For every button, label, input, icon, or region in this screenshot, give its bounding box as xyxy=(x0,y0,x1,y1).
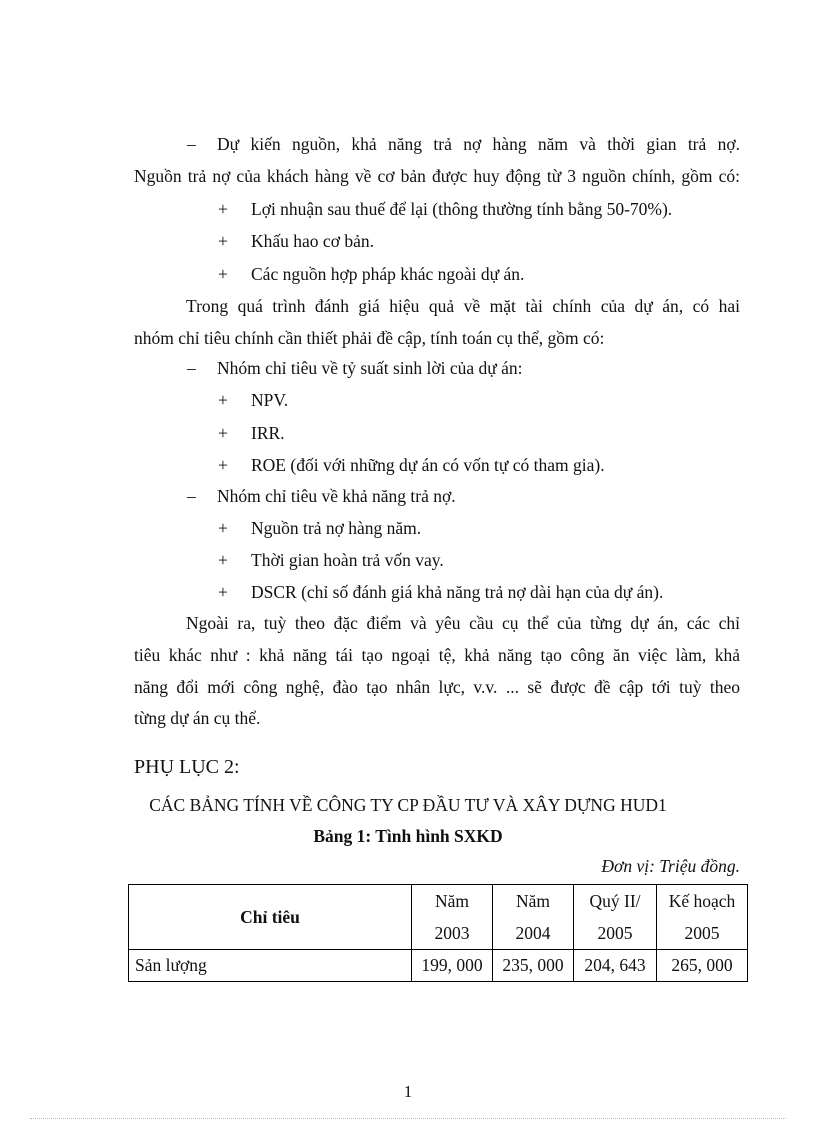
table-title: Bảng 1: Tình hình SXKD xyxy=(313,826,503,846)
row-label: Sản lượng xyxy=(129,950,412,982)
header-line: Năm xyxy=(434,891,470,911)
list-item: Khấu hao cơ bản. xyxy=(251,231,374,251)
cell-value: 199, 000 xyxy=(412,950,493,982)
unit-label: Đơn vị: Triệu đồng. xyxy=(601,856,740,876)
paragraph-line: Ngoài ra, tuỳ theo đặc điểm và yêu cầu cụ thể của từng dự án, các chỉ xyxy=(186,613,740,633)
page-number: 1 xyxy=(403,1082,413,1101)
cell-value: 265, 000 xyxy=(657,950,748,982)
cell-value: 204, 643 xyxy=(574,950,657,982)
bullet-dash: – xyxy=(187,134,196,154)
header-col-q2-2005 xyxy=(574,885,657,950)
list-item: ROE (đối với những dự án có vốn tự có tham gia). xyxy=(251,455,605,475)
appendix-subtitle: CÁC BẢNG TÍNH VỀ CÔNG TY CP ĐẦU TƯ VÀ XÂY DỰNG HUD1 xyxy=(149,795,667,815)
list-item: Lợi nhuận sau thuế để lại (thông thường tính bằng 50-70%). xyxy=(251,199,673,219)
table-header-row xyxy=(129,885,748,950)
bullet-plus: + xyxy=(218,390,228,410)
footer-divider xyxy=(30,1118,786,1119)
paragraph-line: Dự kiến nguồn, khả năng trả nợ hàng năm và thời gian trả nợ. xyxy=(217,134,740,154)
list-item: DSCR (chỉ số đánh giá khả năng trả nợ dài hạn của dự án). xyxy=(251,582,664,602)
production-table xyxy=(128,884,748,982)
header-line: 2005 xyxy=(684,923,720,943)
bullet-plus: + xyxy=(218,423,228,443)
bullet-dash: – xyxy=(187,358,196,378)
paragraph-line: tiêu khác như : khả năng tái tạo ngoại tệ, khả năng tạo công ăn việc làm, khả xyxy=(134,645,740,665)
bullet-plus: + xyxy=(218,264,228,284)
bullet-plus: + xyxy=(218,199,228,219)
table-row xyxy=(129,950,748,982)
group-title: Nhóm chỉ tiêu về tỷ suất sinh lời của dự án: xyxy=(217,358,523,378)
appendix-heading: PHỤ LỤC 2: xyxy=(134,756,240,778)
paragraph-line: Nguồn trả nợ của khách hàng về cơ bản được huy động từ 3 nguồn chính, gồm có: xyxy=(134,166,740,186)
bullet-plus: + xyxy=(218,455,228,475)
header-col-2004 xyxy=(493,885,574,950)
header-line: Quý II/ xyxy=(589,891,641,911)
header-col-2003 xyxy=(412,885,493,950)
group-title: Nhóm chỉ tiêu về khả năng trả nợ. xyxy=(217,486,456,506)
paragraph-line: năng đổi mới công nghệ, đào tạo nhân lực, v.v. ... sẽ được đề cập tới tuỳ theo xyxy=(134,677,740,697)
bullet-plus: + xyxy=(218,231,228,251)
paragraph-line: Trong quá trình đánh giá hiệu quả về mặt tài chính của dự án, có hai xyxy=(186,296,740,316)
header-line: 2003 xyxy=(434,923,470,943)
paragraph-line: từng dự án cụ thể. xyxy=(134,708,261,728)
bullet-dash: – xyxy=(187,486,196,506)
header-line: 2005 xyxy=(597,923,633,943)
header-chi-tieu: Chỉ tiêu xyxy=(129,885,412,950)
list-item: IRR. xyxy=(251,423,285,443)
paragraph-line: nhóm chỉ tiêu chính cần thiết phải đề cập, tính toán cụ thể, gồm có: xyxy=(134,328,605,348)
bullet-plus: + xyxy=(218,550,228,570)
bullet-plus: + xyxy=(218,518,228,538)
header-line: Năm xyxy=(515,891,551,911)
list-item: Thời gian hoàn trả vốn vay. xyxy=(251,550,444,570)
bullet-plus: + xyxy=(218,582,228,602)
header-line: 2004 xyxy=(515,923,551,943)
list-item: Nguồn trả nợ hàng năm. xyxy=(251,518,422,538)
cell-value: 235, 000 xyxy=(493,950,574,982)
list-item: NPV. xyxy=(251,390,289,410)
header-col-plan-2005 xyxy=(657,885,748,950)
header-line: Kế hoạch xyxy=(668,891,736,911)
list-item: Các nguồn hợp pháp khác ngoài dự án. xyxy=(251,264,525,284)
